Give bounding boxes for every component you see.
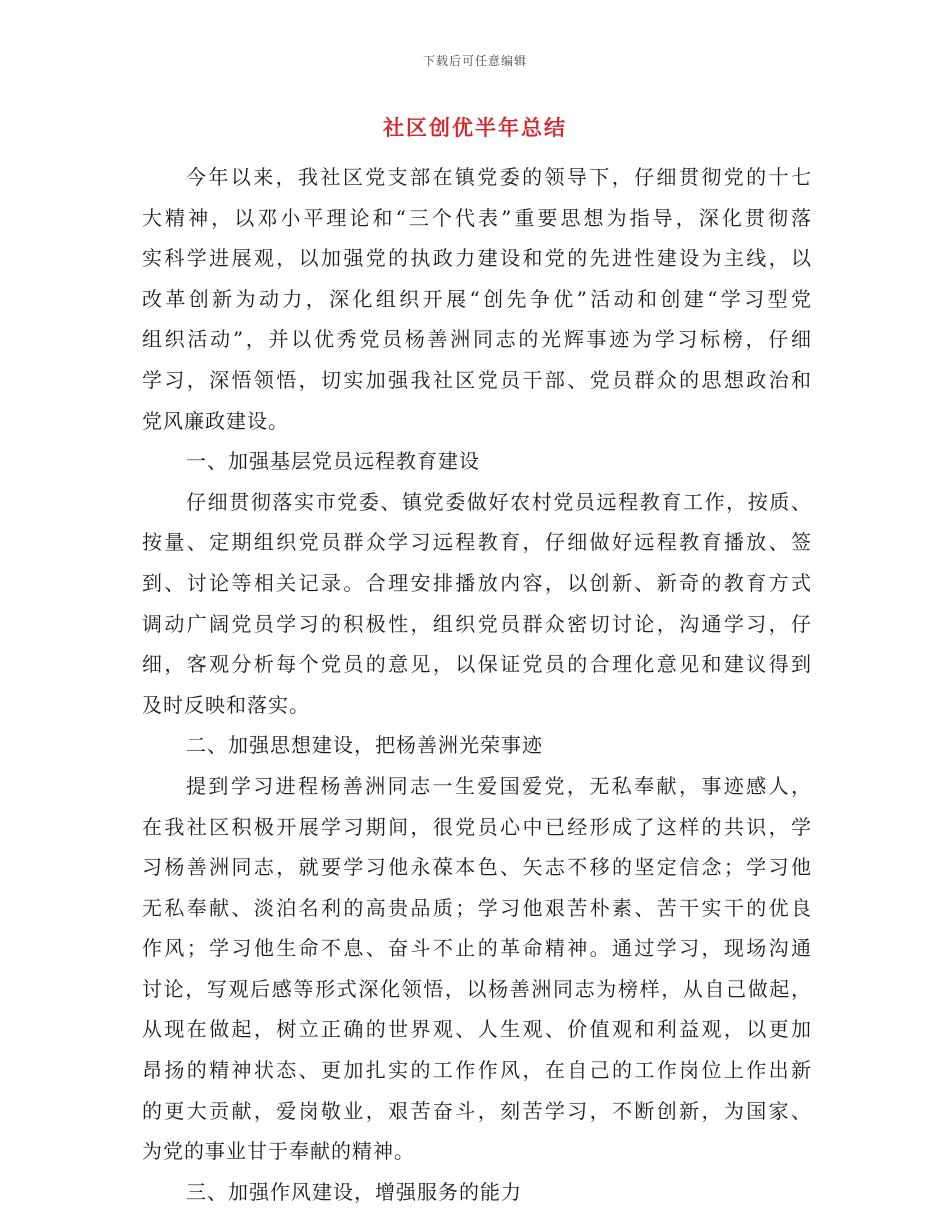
text-line: 组织活动”，并以优秀党员杨善洲同志的光辉事迹为学习标榜，仔细 [142, 327, 812, 352]
text-line: 到、讨论等相关记录。合理安排播放内容，以创新、新奇的教育方式 [142, 570, 812, 595]
text-line: 一、加强基层党员远程教育建设 [186, 449, 480, 474]
text-line: 在我社区积极开展学习期间，很党员心中已经形成了这样的共识，学 [142, 814, 812, 839]
text-line: 今年以来，我社区党支部在镇党委的领导下，仔细贯彻党的十七 [186, 165, 812, 189]
text-line: 三、加强作风建设，增强服务的能力 [186, 1179, 522, 1204]
text-line: 调动广阔党员学习的积极性，组织党员群众密切讨论，沟通学习，仔 [142, 611, 812, 636]
text-line: 及时反映和落实。 [142, 692, 310, 717]
text-line: 细，客观分析每个党员的意见，以保证党员的合理化意见和建议得到 [142, 652, 812, 677]
text-line: 的更大贡献，爱岗敬业，艰苦奋斗，刻苦学习，不断创新，为国家、 [142, 1098, 812, 1123]
text-line: 从现在做起，树立正确的世界观、人生观、价值观和利益观，以更加 [142, 1017, 812, 1042]
document-title: 社区创优半年总结 [383, 116, 567, 140]
text-line: 昂扬的精神状态、更加扎实的工作作风，在自己的工作岗位上作出新 [142, 1058, 812, 1083]
header-note: 下载后可任意编辑 [422, 54, 527, 68]
text-line: 党风廉政建设。 [142, 408, 289, 433]
text-line: 按量、定期组织党员群众学习远程教育，仔细做好远程教育播放、签 [142, 530, 812, 555]
text-line: 作风；学习他生命不息、奋斗不止的革命精神。通过学习，现场沟通 [142, 936, 812, 961]
text-line: 无私奉献、淡泊名利的高贵品质；学习他艰苦朴素、苦干实干的优良 [142, 895, 812, 920]
document-body [142, 157, 812, 1212]
text-line: 实科学进展观，以加强党的执政力建设和党的先进性建设为主线，以 [142, 246, 812, 271]
text-line: 改革创新为动力，深化组织开展“创先争优”活动和创建“学习型党 [142, 286, 812, 311]
text-line: 提到学习进程杨善洲同志一生爱国爱党，无私奉献，事迹感人， [186, 773, 812, 798]
text-line: 讨论，写观后感等形式深化领悟，以杨善洲同志为榜样，从自己做起， [142, 976, 812, 1001]
text-line: 学习，深悟领悟，切实加强我社区党员干部、党员群众的思想政治和 [142, 367, 812, 392]
text-line: 大精神，以邓小平理论和“三个代表”重要思想为指导，深化贯彻落 [142, 205, 812, 230]
text-line: 仔细贯彻落实市党委、镇党委做好农村党员远程教育工作，按质、 [186, 489, 812, 514]
text-line: 习杨善洲同志，就要学习他永葆本色、矢志不移的坚定信念；学习他 [142, 855, 812, 880]
text-line: 为党的事业甘于奉献的精神。 [142, 1139, 415, 1164]
text-line: 二、加强思想建设，把杨善洲光荣事迹 [186, 733, 543, 758]
